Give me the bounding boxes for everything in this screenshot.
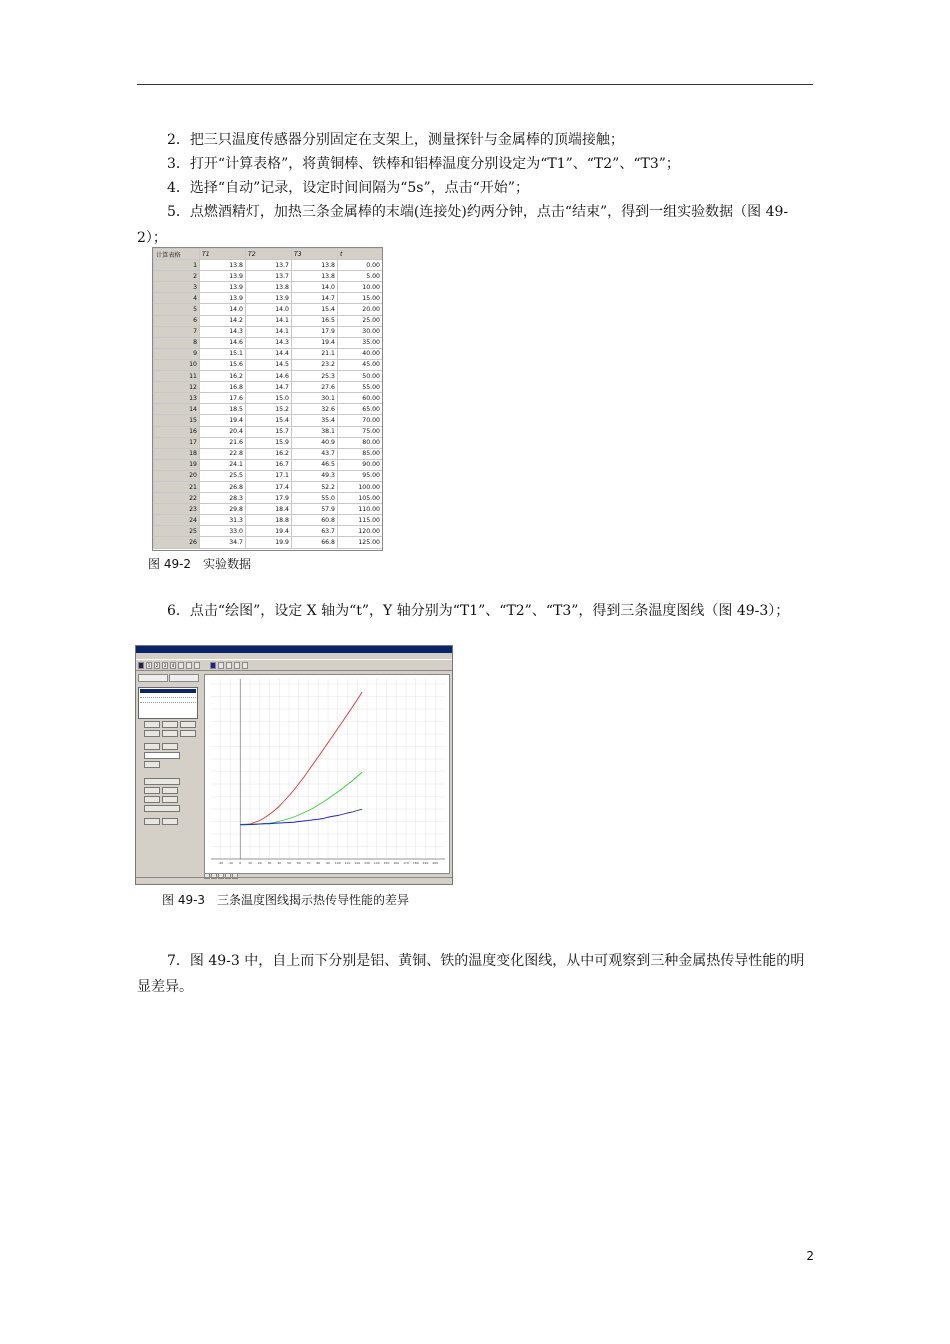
table-cell: 25.00	[338, 315, 383, 326]
table-cell: 14.7	[246, 382, 292, 393]
x-tick-label: -10	[228, 861, 233, 865]
row-index-cell: 11	[154, 371, 200, 382]
x-tick-label: 50	[287, 861, 291, 865]
table-cell: 55.0	[292, 493, 338, 504]
table-cell: 13.8	[200, 260, 246, 271]
row-index-cell: 21	[154, 481, 200, 492]
x-tick-label: 80	[316, 861, 321, 865]
table-cell: 14.5	[246, 359, 292, 370]
table-cell: 20.00	[338, 304, 383, 315]
panel-button[interactable]	[162, 796, 178, 803]
table-row	[154, 393, 383, 404]
x-tick-label: 0	[239, 861, 242, 865]
software-screenshot	[135, 645, 453, 885]
series-line-3	[240, 809, 362, 825]
row-index-cell: 22	[154, 493, 200, 504]
table-row	[154, 415, 383, 426]
table-cell: 29.8	[200, 504, 246, 515]
table-cell: 18.4	[246, 504, 292, 515]
table-cell: 15.0	[246, 393, 292, 404]
window-titlebar	[136, 646, 452, 653]
plot-area[interactable]	[204, 674, 450, 874]
table-cell: 13.9	[200, 293, 246, 304]
paste-icon[interactable]	[242, 662, 248, 669]
table-row	[154, 526, 383, 537]
table-row	[154, 304, 383, 315]
table-cell: 65.00	[338, 404, 383, 415]
figure-49-2-caption: 图 49-2 实验数据	[148, 557, 252, 571]
row-index-cell: 18	[154, 448, 200, 459]
table-cell: 60.8	[292, 515, 338, 526]
table-cell: 46.5	[292, 459, 338, 470]
table-cell: 50.00	[338, 371, 383, 382]
window-icon[interactable]	[194, 662, 200, 669]
table-row	[154, 515, 383, 526]
table-body	[154, 260, 383, 548]
table-cell: 35.4	[292, 415, 338, 426]
row-index-cell: 23	[154, 504, 200, 515]
table-cell: 95.00	[338, 470, 383, 481]
table-cell: 14.1	[246, 315, 292, 326]
table-cell: 33.0	[200, 526, 246, 537]
table-cell: 14.6	[200, 337, 246, 348]
row-index-cell: 9	[154, 348, 200, 359]
table-cell: 13.7	[246, 271, 292, 282]
row-index-cell: 24	[154, 515, 200, 526]
x-tick-label: 60	[296, 861, 301, 865]
table-row	[154, 337, 383, 348]
table-cell: 14.6	[246, 371, 292, 382]
play-icon[interactable]	[210, 662, 216, 669]
toolbar-number-3[interactable]: 3	[163, 662, 167, 668]
table-cell: 27.6	[292, 382, 338, 393]
table-cell: 34.7	[200, 537, 246, 548]
table-cell: 31.3	[200, 515, 246, 526]
row-index-cell: 19	[154, 459, 200, 470]
table-cell: 15.4	[292, 304, 338, 315]
table-cell: 70.00	[338, 415, 383, 426]
panel-dropdown[interactable]	[144, 752, 180, 759]
table-row	[154, 448, 383, 459]
table-row	[154, 359, 383, 370]
table-cell: 100.00	[338, 481, 383, 492]
table-cell: 125.00	[338, 537, 383, 548]
row-index-cell: 26	[154, 537, 200, 548]
column-header-t2: T2	[246, 249, 292, 260]
table-cell: 20.4	[200, 426, 246, 437]
curve-list-item[interactable]	[140, 699, 196, 703]
table-cell: 16.5	[292, 315, 338, 326]
table-cell: 0.00	[338, 260, 383, 271]
x-tick-label: 170	[403, 861, 409, 865]
table-cell: 14.0	[200, 304, 246, 315]
table-cell: 45.00	[338, 359, 383, 370]
table-row	[154, 371, 383, 382]
table-row	[154, 404, 383, 415]
x-tick-label: 180	[412, 861, 419, 865]
table-cell: 15.7	[246, 426, 292, 437]
table-cell: 13.9	[200, 271, 246, 282]
x-tick-label: 110	[344, 861, 351, 865]
table-row	[154, 282, 383, 293]
table-cell: 10.00	[338, 282, 383, 293]
x-tick-label: 130	[364, 861, 370, 865]
table-row	[154, 493, 383, 504]
table-cell: 52.2	[292, 481, 338, 492]
header-rule	[137, 84, 813, 85]
table-view-icon[interactable]	[138, 662, 144, 669]
row-index-cell: 1	[154, 260, 200, 271]
x-tick-label: 10	[248, 861, 252, 865]
table-cell: 14.2	[200, 315, 246, 326]
x-tick-label: 90	[326, 861, 330, 865]
table-cell: 13.7	[246, 260, 292, 271]
copy-icon[interactable]	[234, 662, 240, 669]
panel-button[interactable]	[180, 730, 196, 737]
row-index-cell: 4	[154, 293, 200, 304]
table-cell: 19.4	[292, 337, 338, 348]
x-tick-label: 20	[257, 861, 262, 865]
x-tick-label: 140	[373, 861, 380, 865]
curve-list-selected[interactable]	[140, 689, 196, 693]
table-cell: 13.8	[246, 282, 292, 293]
table-cell: 57.9	[292, 504, 338, 515]
table-cell: 23.2	[292, 359, 338, 370]
x-tick-label: 40	[277, 861, 282, 865]
step-3-text: 3．打开“计算表格”，将黄铜棒、铁棒和铝棒温度分别设定为“T1”、“T2”、“T3”；	[167, 156, 680, 172]
table-row	[154, 315, 383, 326]
table-row	[154, 437, 383, 448]
x-tick-label: 200	[432, 861, 439, 865]
table-cell: 55.00	[338, 382, 383, 393]
table-cell: 14.3	[200, 326, 246, 337]
table-row	[154, 470, 383, 481]
panel-tab-2[interactable]	[169, 674, 199, 682]
table-row	[154, 326, 383, 337]
table-row	[154, 459, 383, 470]
table-cell: 18.5	[200, 404, 246, 415]
table-cell: 17.1	[246, 470, 292, 481]
table-cell: 21.6	[200, 437, 246, 448]
table-cell: 38.1	[292, 426, 338, 437]
curve-list[interactable]	[138, 687, 198, 719]
table-cell: 14.0	[292, 282, 338, 293]
stop-icon[interactable]	[218, 662, 224, 669]
curve-list-item[interactable]	[140, 694, 196, 698]
x-tick-label: 120	[354, 861, 361, 865]
x-tick-label: 30	[267, 861, 272, 865]
table-cell: 22.8	[200, 448, 246, 459]
table-cell: 66.8	[292, 537, 338, 548]
toolbar-number-4[interactable]: 4	[171, 662, 175, 668]
table-cell: 40.00	[338, 348, 383, 359]
table-cell: 17.9	[292, 326, 338, 337]
x-tick-label: 70	[306, 861, 311, 865]
panel-button[interactable]	[144, 721, 160, 728]
panel-button[interactable]	[144, 730, 160, 737]
page-number: 2	[806, 1249, 814, 1263]
table-cell: 17.4	[246, 481, 292, 492]
table-cell: 30.00	[338, 326, 383, 337]
x-tick-label: -20	[218, 861, 224, 865]
table-cell: 15.9	[246, 437, 292, 448]
table-cell: 15.1	[200, 348, 246, 359]
table-row	[154, 537, 383, 548]
table-cell: 35.00	[338, 337, 383, 348]
step-7-text: 7．图 49-3 中，自上而下分别是铝、黄铜、铁的温度变化图线，从中可观察到三种金属热传导性能的明显差异。	[137, 953, 805, 995]
save-icon[interactable]	[226, 662, 232, 669]
table-cell: 15.4	[246, 415, 292, 426]
row-index-cell: 10	[154, 359, 200, 370]
table-cell: 32.6	[292, 404, 338, 415]
row-index-cell: 15	[154, 415, 200, 426]
series-line-1	[240, 692, 362, 825]
column-header-t1: T1	[200, 249, 246, 260]
column-header-t3: T3	[292, 249, 338, 260]
panel-button[interactable]	[144, 761, 160, 768]
table-cell: 49.3	[292, 470, 338, 481]
panel-button[interactable]	[162, 787, 178, 794]
x-tick-label: 100	[334, 861, 341, 865]
panel-button[interactable]	[162, 743, 178, 750]
table-cell: 120.00	[338, 526, 383, 537]
table-cell: 16.2	[246, 448, 292, 459]
panel-button[interactable]	[144, 818, 160, 825]
temperature-chart	[205, 675, 449, 873]
table-cell: 15.2	[246, 404, 292, 415]
row-index-cell: 13	[154, 393, 200, 404]
row-index-cell: 6	[154, 315, 200, 326]
table-cell: 13.8	[292, 260, 338, 271]
column-header-t: t	[338, 249, 383, 260]
table-cell: 19.9	[246, 537, 292, 548]
step-4-text: 4．选择“自动”记录，设定时间间隔为“5s”，点击“开始”；	[167, 180, 529, 196]
table-cell: 63.7	[292, 526, 338, 537]
layout-icon[interactable]	[178, 662, 184, 669]
row-index-cell: 12	[154, 382, 200, 393]
row-index-cell: 5	[154, 304, 200, 315]
table-cell: 43.7	[292, 448, 338, 459]
toolbar-number-2[interactable]: 2	[155, 662, 159, 668]
table-cell: 25.3	[292, 371, 338, 382]
panel-button[interactable]	[144, 787, 160, 794]
table-row	[154, 260, 383, 271]
table-cell: 16.2	[200, 371, 246, 382]
table-corner-label: 计算表格	[154, 249, 200, 260]
table-cell: 17.9	[246, 493, 292, 504]
step-2-text: 2．把三只温度传感器分别固定在支架上，测量探针与金属棒的顶端接触；	[167, 132, 624, 148]
table-cell: 14.3	[246, 337, 292, 348]
table-row	[154, 271, 383, 282]
toolbar-number-1[interactable]: 1	[147, 662, 151, 668]
table-cell: 13.9	[246, 293, 292, 304]
panel-button[interactable]	[162, 721, 178, 728]
table-cell: 25.5	[200, 470, 246, 481]
table-cell: 15.00	[338, 293, 383, 304]
table-cell: 19.4	[200, 415, 246, 426]
table-row	[154, 348, 383, 359]
x-tick-label: 190	[422, 861, 429, 865]
table-cell: 110.00	[338, 504, 383, 515]
table-cell: 15.6	[200, 359, 246, 370]
panel-button[interactable]	[144, 796, 160, 803]
panel-button[interactable]	[180, 721, 196, 728]
side-panel	[138, 674, 200, 874]
table-cell: 5.00	[338, 271, 383, 282]
table-cell: 60.00	[338, 393, 383, 404]
panel-checkbox[interactable]	[144, 778, 180, 785]
figure-49-3-caption: 图 49-3 三条温度图线揭示热传导性能的差异	[162, 893, 410, 907]
table-cell: 14.1	[246, 326, 292, 337]
row-index-cell: 25	[154, 526, 200, 537]
table-cell: 21.1	[292, 348, 338, 359]
table-cell: 16.7	[246, 459, 292, 470]
toolbar	[136, 659, 452, 671]
table-cell: 24.1	[200, 459, 246, 470]
x-tick-label: 150	[383, 861, 390, 865]
row-index-cell: 8	[154, 337, 200, 348]
table-cell: 85.00	[338, 448, 383, 459]
table-cell: 115.00	[338, 515, 383, 526]
row-index-cell: 2	[154, 271, 200, 282]
table-cell: 17.6	[200, 393, 246, 404]
row-index-cell: 17	[154, 437, 200, 448]
data-table	[153, 248, 383, 549]
table-row	[154, 504, 383, 515]
data-table-figure	[152, 247, 383, 551]
row-index-cell: 16	[154, 426, 200, 437]
table-cell: 28.3	[200, 493, 246, 504]
step-6-text: 6．点击“绘图”，设定 X 轴为“t”，Y 轴分别为“T1”、“T2”、“T3”，得到三条温度图线（图 49-3）；	[167, 603, 790, 619]
table-cell: 75.00	[338, 426, 383, 437]
table-cell: 14.7	[292, 293, 338, 304]
table-cell: 14.0	[246, 304, 292, 315]
table-cell: 40.9	[292, 437, 338, 448]
row-index-cell: 7	[154, 326, 200, 337]
table-cell: 30.1	[292, 393, 338, 404]
panel-tab-1[interactable]	[138, 674, 168, 682]
panel-button[interactable]	[144, 743, 160, 750]
table-row	[154, 293, 383, 304]
table-cell: 90.00	[338, 459, 383, 470]
table-row	[154, 426, 383, 437]
table-cell: 16.8	[200, 382, 246, 393]
table-cell: 105.00	[338, 493, 383, 504]
table-row	[154, 382, 383, 393]
table-cell: 13.9	[200, 282, 246, 293]
row-index-cell: 20	[154, 470, 200, 481]
row-index-cell: 14	[154, 404, 200, 415]
panel-button[interactable]	[144, 805, 180, 812]
table-cell: 18.8	[246, 515, 292, 526]
panel-button[interactable]	[162, 730, 178, 737]
table-row	[154, 481, 383, 492]
table-cell: 13.8	[292, 271, 338, 282]
table-cell: 19.4	[246, 526, 292, 537]
table-cell: 14.4	[246, 348, 292, 359]
step-5-text: 5．点燃酒精灯，加热三条金属棒的末端(连接处)约两分钟，点击“结束”，得到一组实验数据（图 49-2）；	[137, 204, 789, 246]
grid-icon[interactable]	[186, 662, 192, 669]
row-index-cell: 3	[154, 282, 200, 293]
table-cell: 80.00	[338, 437, 383, 448]
panel-button[interactable]	[162, 818, 178, 825]
table-cell: 26.8	[200, 481, 246, 492]
x-tick-label: 160	[393, 861, 400, 865]
status-bar	[136, 877, 452, 884]
